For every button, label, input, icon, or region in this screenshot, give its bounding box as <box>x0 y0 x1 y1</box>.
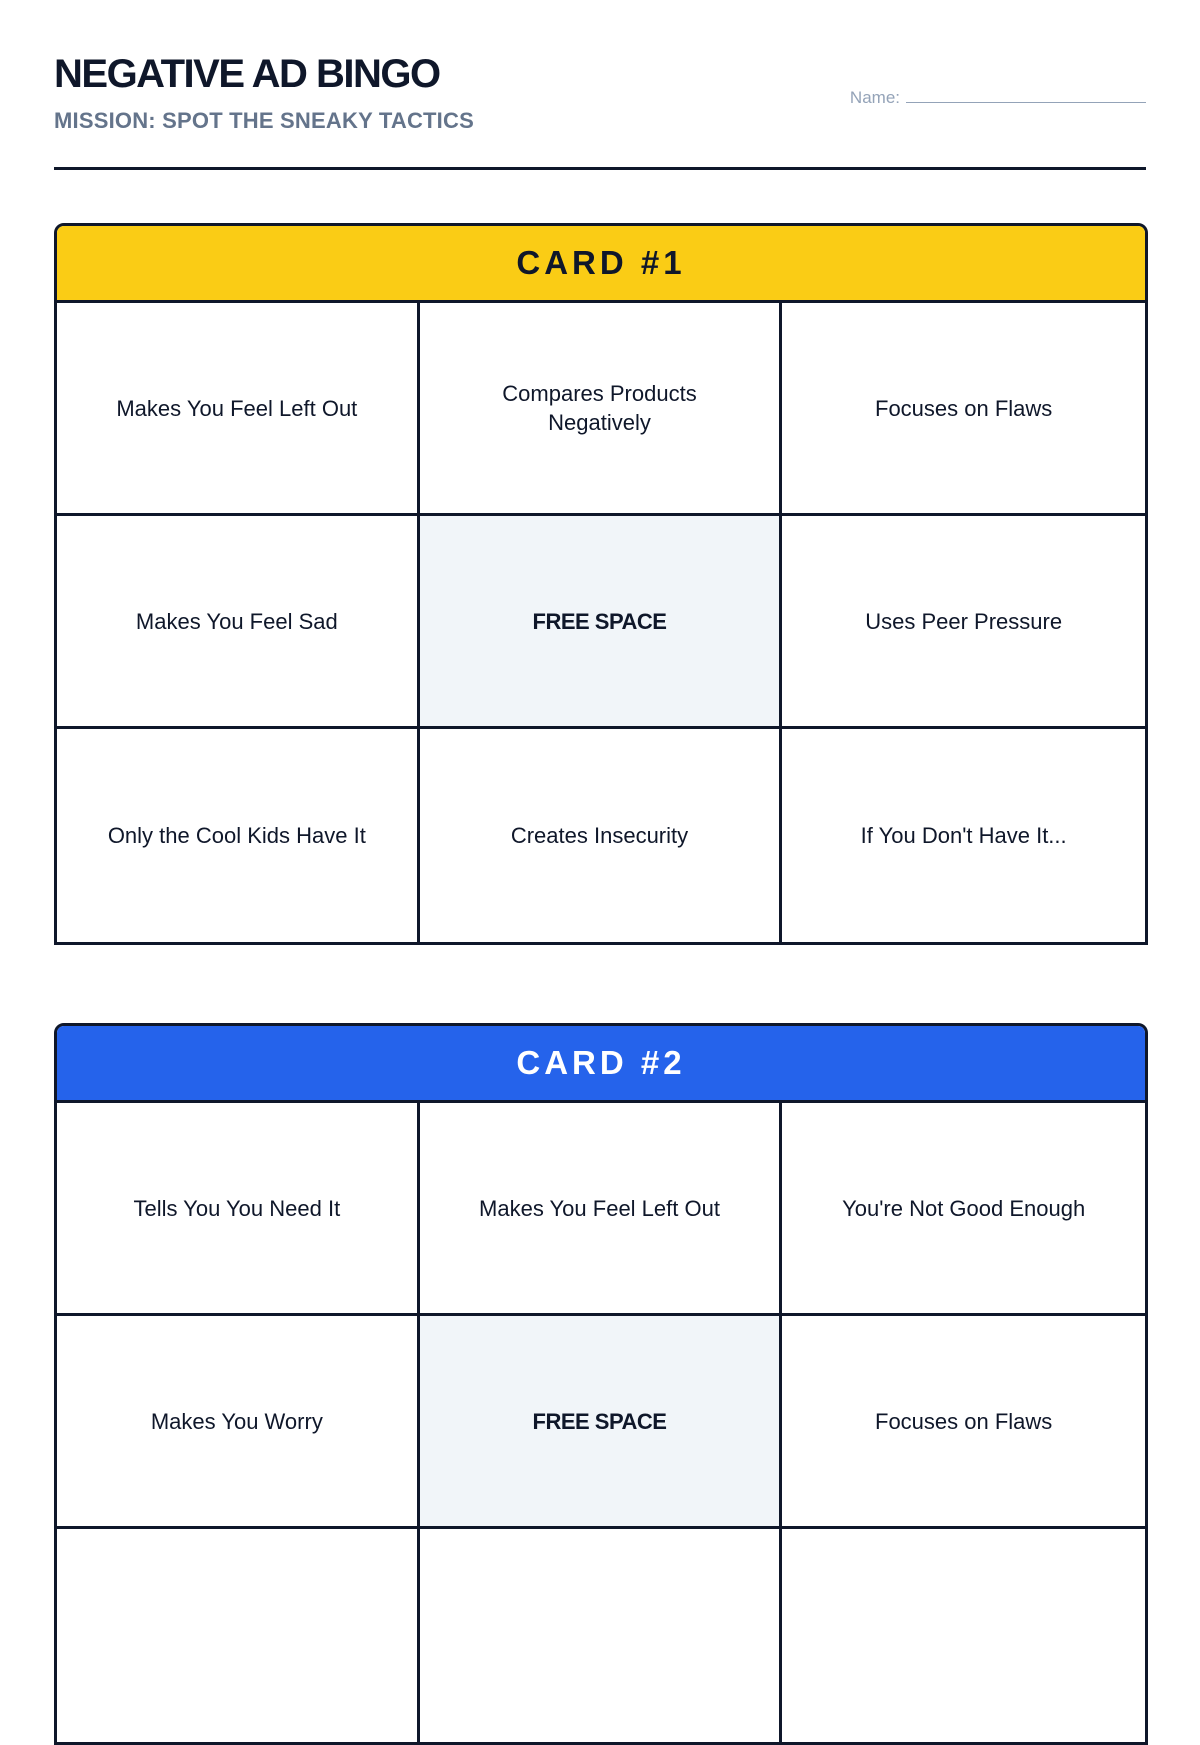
free-space-cell[interactable]: FREE SPACE <box>420 516 783 729</box>
bingo-card-1 <box>54 223 1148 945</box>
card-2-grid <box>57 1103 1145 1742</box>
card-1-title: CARD #1 <box>57 226 1145 303</box>
bingo-cell[interactable] <box>782 1529 1145 1742</box>
bingo-cell[interactable]: Compares Products Negatively <box>420 303 783 516</box>
name-label: Name: <box>849 88 900 107</box>
name-field[interactable] <box>850 86 1146 108</box>
bingo-cell[interactable]: Uses Peer Pressure <box>782 516 1145 729</box>
bingo-cell[interactable]: Focuses on Flaws <box>782 303 1145 516</box>
bingo-cell[interactable] <box>57 1529 420 1742</box>
bingo-cell[interactable]: Makes You Worry <box>57 1316 420 1529</box>
page-subtitle: MISSION: SPOT THE SNEAKY TACTICS <box>54 108 474 133</box>
bingo-cell[interactable]: Makes You Feel Sad <box>57 516 420 729</box>
name-blank-line[interactable] <box>906 86 1146 103</box>
bingo-cell[interactable]: You're Not Good Enough <box>782 1103 1145 1316</box>
free-space-cell[interactable]: FREE SPACE <box>420 1316 783 1529</box>
bingo-cell[interactable]: Makes You Feel Left Out <box>420 1103 783 1316</box>
bingo-cell[interactable]: Focuses on Flaws <box>782 1316 1145 1529</box>
bingo-cell[interactable]: Only the Cool Kids Have It <box>57 729 420 942</box>
bingo-cell[interactable]: Tells You You Need It <box>57 1103 420 1316</box>
bingo-cell[interactable]: If You Don't Have It... <box>782 729 1145 942</box>
worksheet-header <box>54 0 1146 170</box>
card-2-title: CARD #2 <box>57 1026 1145 1103</box>
bingo-cell[interactable]: Creates Insecurity <box>420 729 783 942</box>
bingo-cell[interactable]: Makes You Feel Left Out <box>57 303 420 516</box>
bingo-card-2 <box>54 1023 1148 1745</box>
page-title: NEGATIVE AD BINGO <box>54 52 440 96</box>
bingo-cell[interactable] <box>420 1529 783 1742</box>
card-1-grid <box>57 303 1145 942</box>
